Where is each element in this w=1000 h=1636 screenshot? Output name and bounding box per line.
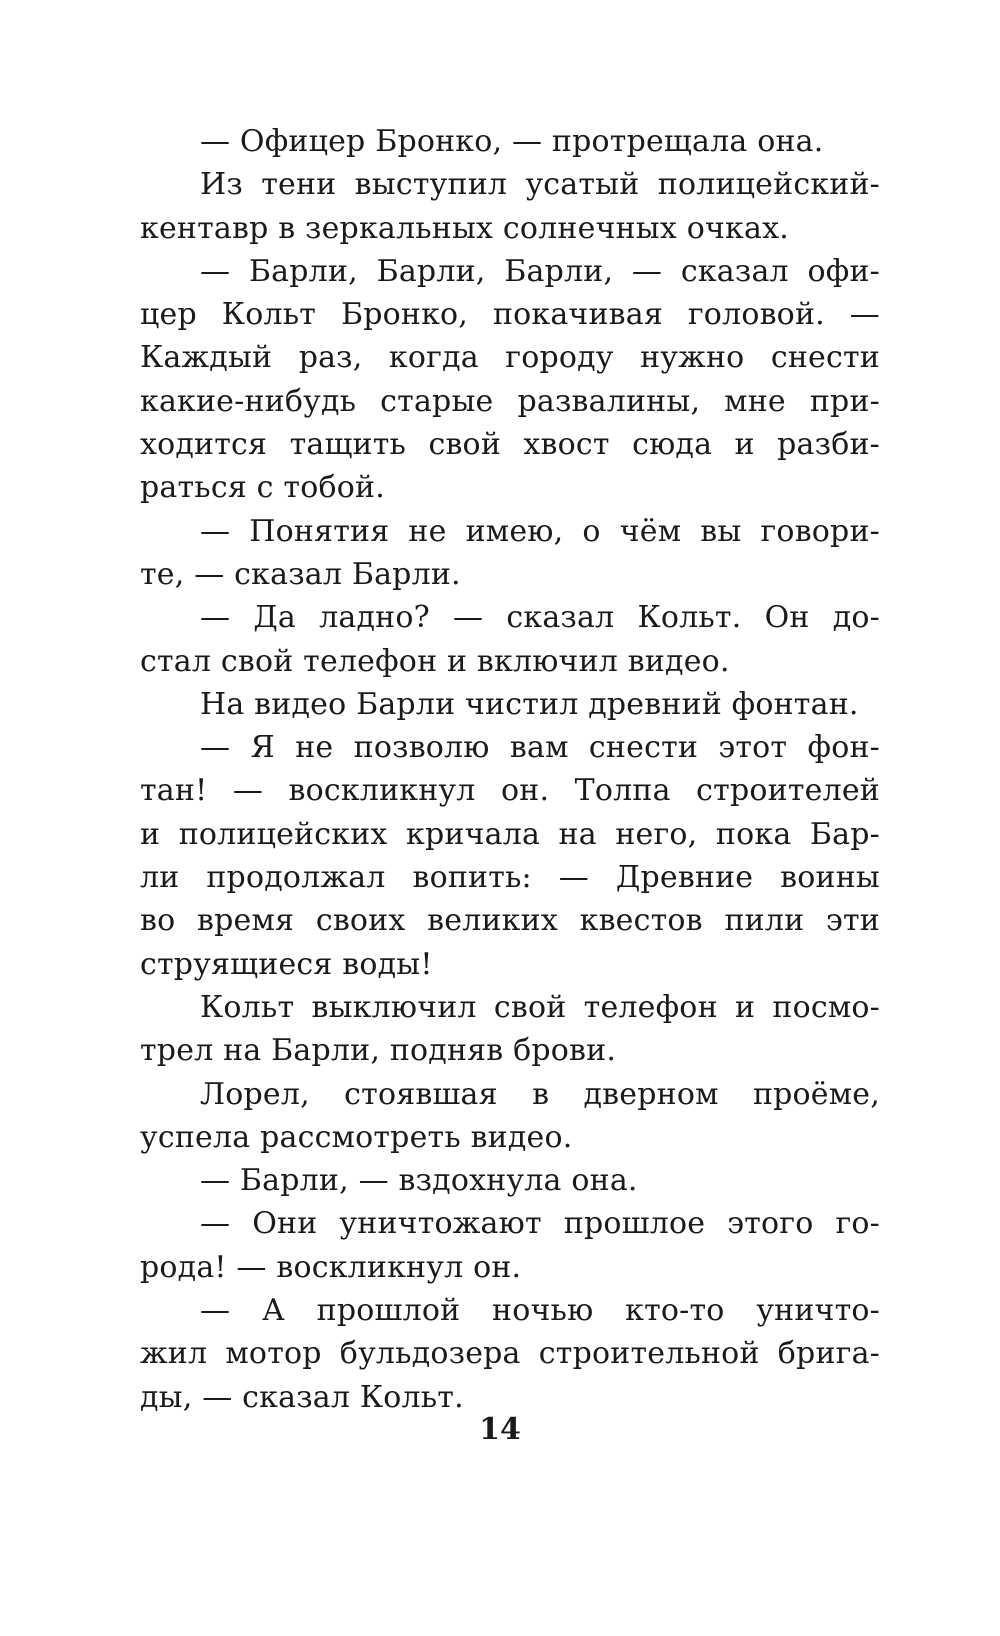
text-line: тан! — воскликнул он. Толпа строителей bbox=[140, 773, 880, 809]
text-line: рода! — воскликнул он. bbox=[140, 1249, 522, 1285]
text-line: ли продолжал вопить: — Древние воины bbox=[140, 860, 880, 896]
text-line: какие-нибудь старые развалины, мне при- bbox=[140, 383, 880, 419]
text-line: — Барли, — вздохнула она. bbox=[200, 1163, 638, 1199]
text-line: — Барли, Барли, Барли, — сказал офи- bbox=[200, 253, 880, 289]
text-line: — Они уничтожают прошлое этого го- bbox=[200, 1206, 880, 1242]
text-line: Каждый раз, когда городу нужно снести bbox=[140, 340, 880, 376]
text-line: — Да ладно? — сказал Кольт. Он до- bbox=[200, 600, 880, 636]
text-line: — А прошлой ночью кто-то уничто- bbox=[200, 1293, 880, 1329]
text-line: успела рассмотреть видео. bbox=[140, 1119, 573, 1155]
text-line: — Офицер Бронко, — протрещала она. bbox=[200, 124, 824, 159]
text-line: Лорел, стоявшая в дверном проёме, bbox=[200, 1076, 880, 1112]
text-line: ходится тащить свой хвост сюда и разби- bbox=[140, 427, 880, 463]
text-line: раться с тобой. bbox=[140, 470, 385, 506]
text-line: и полицейских кричала на него, пока Бар- bbox=[140, 816, 880, 852]
text-line: Кольт выключил свой телефон и посмо- bbox=[200, 989, 880, 1025]
text-line: жил мотор бульдозера строительной брига- bbox=[140, 1336, 880, 1372]
text-line: — Понятия не имею, о чём вы говори- bbox=[200, 513, 880, 549]
text-line: На видео Барли чистил древний фонтан. bbox=[200, 686, 859, 722]
text-line: цер Кольт Бронко, покачивая головой. — bbox=[140, 297, 880, 333]
text-line: — Я не позволю вам снести этот фон- bbox=[200, 730, 880, 766]
text-line: ды, — сказал Кольт. bbox=[140, 1379, 464, 1415]
page-number: 14 bbox=[479, 1412, 521, 1447]
text-line: стал свой телефон и включил видео. bbox=[140, 643, 730, 679]
text-line: те, — сказал Барли. bbox=[140, 556, 461, 592]
text-line: струящиеся воды! bbox=[140, 946, 433, 982]
body-text bbox=[140, 120, 880, 1419]
text-line: кентавр в зеркальных солнечных очках. bbox=[140, 210, 789, 246]
text-line: Из тени выступил усатый полицейский- bbox=[200, 167, 880, 203]
text-line: во время своих великих квестов пили эти bbox=[140, 903, 880, 939]
text-line: трел на Барли, подняв брови. bbox=[140, 1033, 617, 1069]
